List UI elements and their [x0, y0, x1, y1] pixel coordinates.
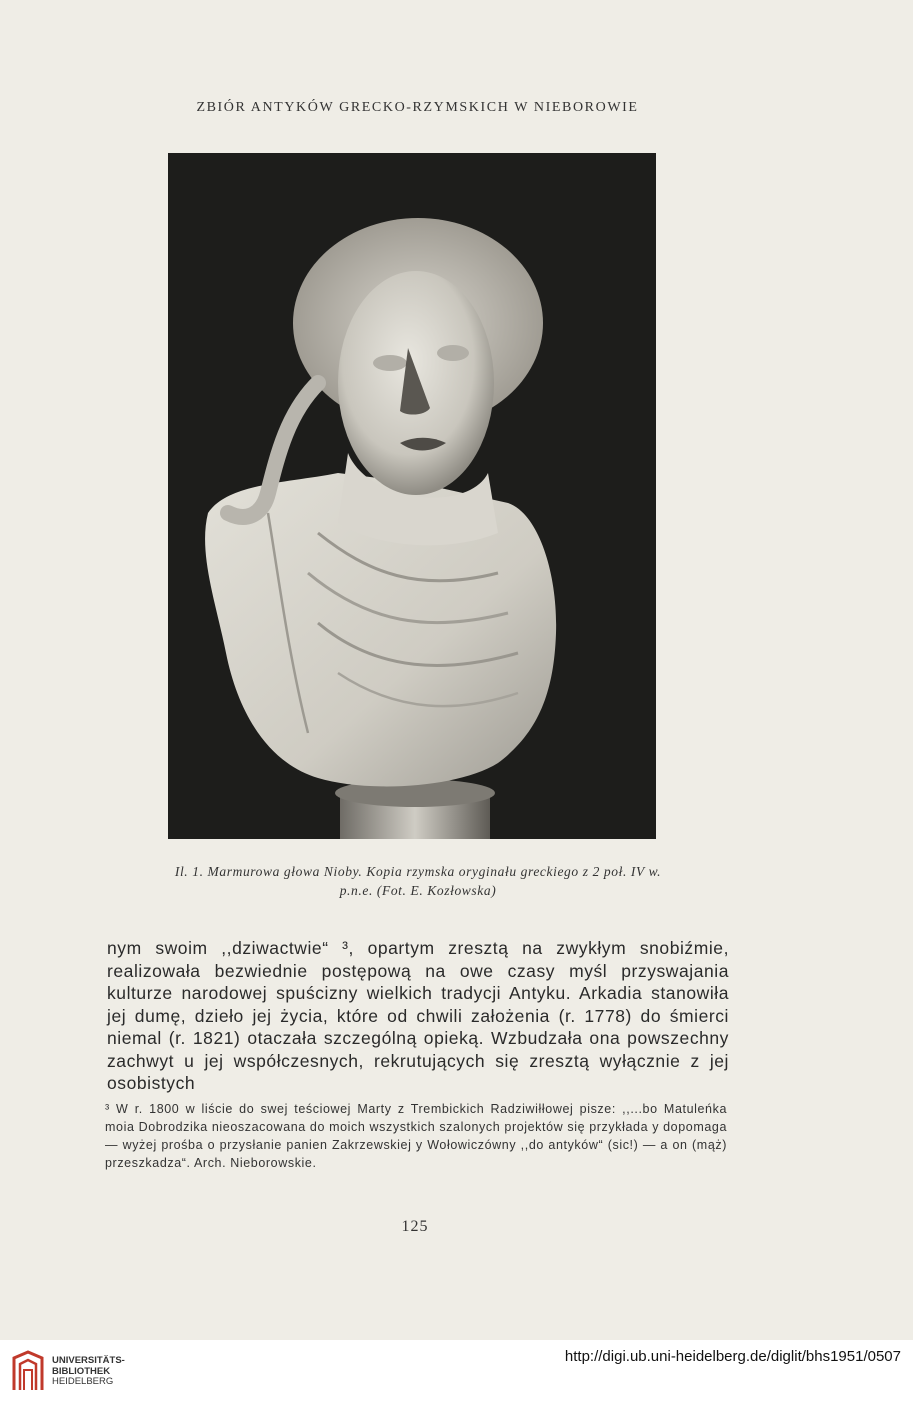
library-line-3: HEIDELBERG	[52, 1376, 114, 1387]
library-logo-icon[interactable]	[10, 1350, 46, 1394]
figure-caption	[100, 862, 736, 900]
bust-illustration	[168, 153, 656, 839]
page-number: 125	[401, 1218, 429, 1235]
caption-line-2: p.n.e. (Fot. E. Kozłowska)	[339, 883, 497, 898]
library-line-1: UNIVERSITÄTS-	[52, 1355, 125, 1366]
niobe-bust-photo	[168, 153, 656, 839]
library-name	[52, 1356, 125, 1388]
body-paragraph: nym swoim ,,dziwactwie“ ³, opartym zresztą na zwykłym snobiźmie, realizowała bezwiednie postępową na owe czasy myśl przyswajania kulturze narodowej spuścizny wielkich tradycji Antyku. Arkadia stanowiła jej dumę, dzieło jej życia, które od chwili założenia (r. 1778) do śmierci niemal (r. 1821) otaczała szczególną opieką. Wzbudzała ona powszechny zachwyt u jej współczesnych, rekrutujących się zresztą wyłącznie z jej osobistych	[107, 938, 729, 1093]
library-line-2: BIBLIOTHEK	[52, 1365, 111, 1377]
library-footer	[0, 1340, 913, 1402]
caption-line-1: Il. 1. Marmurowa głowa Nioby. Kopia rzymska oryginału greckiego z 2 poł. IV w.	[174, 864, 662, 879]
permalink-url[interactable]: http://digi.ub.uni-heidelberg.de/diglit/bhs1951/0507	[564, 1348, 901, 1365]
footnote: ³ W r. 1800 w liście do swej teściowej Marty z Trembickich Radziwiłłowej pisze: ,,...bo Matuleńka moia Dobrodzika nieoszacowana do moich wszystkich szalonych projektów się przykłada y dopomaga — wyżej prośba o przysłanie panien Zakrzewskiej y Wołowiczówny ,,do antyków“ (sic!) — a on (mąż) przeszkadza“. Arch. Nieborowskie.	[105, 1102, 727, 1170]
running-head: ZBIÓR ANTYKÓW GRECKO-RZYMSKICH W NIEBOROWIE	[196, 100, 639, 115]
